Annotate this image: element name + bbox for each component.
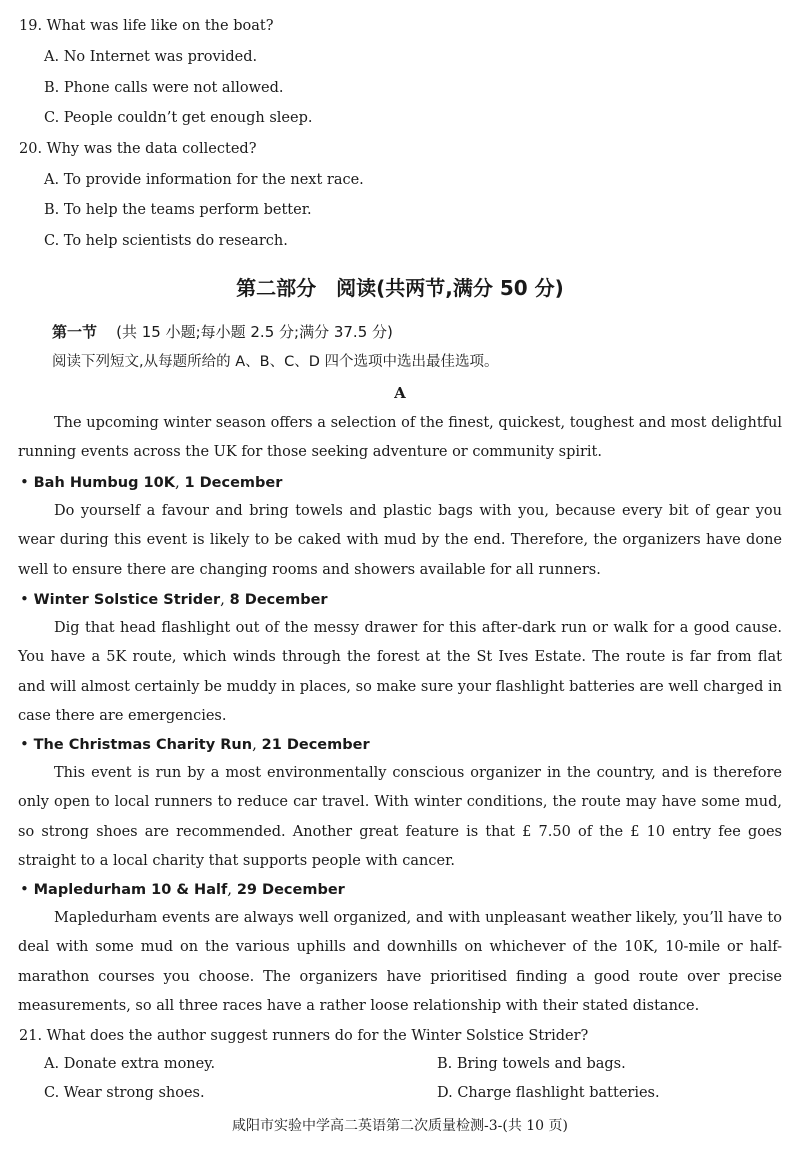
subsection-info: (共 15 小题;每小题 2.5 分;满分 37.5 分) (116, 323, 393, 341)
event-date: 21 December (261, 737, 370, 753)
question-20-option-c: C. To help scientists do research. (44, 233, 288, 249)
event-description: This event is run by a most environmentally conscious organizer in the country, and is therefore only open to local runners to reduce car travel. With winter conditions, the route may have some mud, so strong shoes are recommended. Another great feature is that £ 7.50 of the £ 10 entry fee goes straight to a local charity that supports people with cancer. (18, 765, 782, 869)
question-21-option-d: D. Charge flashlight batteries. (437, 1085, 660, 1101)
passage-label: A (394, 384, 406, 402)
question-20-option-b: B. To help the teams perform better. (44, 202, 312, 218)
question-19-option-c: C. People couldn’t get enough sleep. (44, 110, 313, 126)
instruction-text: 阅读下列短文,从每题所给的 A、B、C、D 四个选项中选出最佳选项。 (52, 354, 499, 370)
page-footer: 咸阳市实验中学高二英语第二次质量检测-3-(共 10 页) (231, 1118, 568, 1134)
question-21-option-a: A. Donate extra money. (44, 1056, 216, 1072)
question-19-option-a: A. No Internet was provided. (44, 49, 258, 65)
event-description: Dig that head flashlight out of the messy drawer for this after-dark run or walk for a good cause. You have a 5K route, which winds through the forest at the St Ives Estate. The route is far from flat and will almost certainly be muddy in places, so make sure your flashlight batteries are well charged in case there are emergencies. (18, 620, 782, 724)
question-21-stem: 21. What does the author suggest runners do for the Winter Solstice Strider? (19, 1028, 589, 1044)
event-name: The Christmas Charity Run (33, 737, 253, 753)
event-date: 1 December (184, 475, 283, 491)
section-title: 第二部分 阅读(共两节,满分 50 分) (236, 276, 564, 300)
question-19-option-b: B. Phone calls were not allowed. (44, 80, 284, 96)
event-name: Winter Solstice Strider (33, 592, 221, 608)
event-description: Mapledurham events are always well organized, and with unpleasant weather likely, you’ll have to deal with some mud on the various uphills and downhills on whichever of the 10K, 10-mile or half-marathon courses you choose. The organizers have prioritised finding a good route over precise measurements, so all three races have a rather loose relationship with their stated distance. (18, 910, 782, 1014)
question-19-stem: 19. What was life like on the boat? (19, 18, 274, 34)
event-date: 8 December (229, 592, 328, 608)
subsection-heading (52, 322, 393, 342)
event-name: Mapledurham 10 & Half (33, 882, 228, 898)
question-21-option-b: B. Bring towels and bags. (437, 1056, 626, 1072)
question-21-option-c: C. Wear strong shoes. (44, 1085, 205, 1101)
event-title: • Mapledurham 10 & Half, 29 December (20, 880, 345, 898)
event-name: Bah Humbug 10K (33, 475, 175, 491)
event-title: • Bah Humbug 10K, 1 December (20, 473, 283, 491)
event-description: Do yourself a favour and bring towels and plastic bags with you, because every bit of gear you wear during this event is likely to be caked with mud by the end. Therefore, the organizers have done well to ensure there are changing rooms and showers available for all runners. (18, 503, 782, 578)
event-title: • The Christmas Charity Run, 21 December (20, 735, 370, 753)
question-20-stem: 20. Why was the data collected? (19, 141, 257, 157)
event-date: 29 December (236, 882, 345, 898)
subsection-name: 第一节 (52, 323, 98, 341)
passage-intro: The upcoming winter season offers a selection of the finest, quickest, toughest and most delightful running events across the UK for those seeking adventure or community spirit. (18, 415, 782, 461)
question-20-option-a: A. To provide information for the next race. (44, 172, 364, 188)
event-title: • Winter Solstice Strider, 8 December (20, 590, 328, 608)
